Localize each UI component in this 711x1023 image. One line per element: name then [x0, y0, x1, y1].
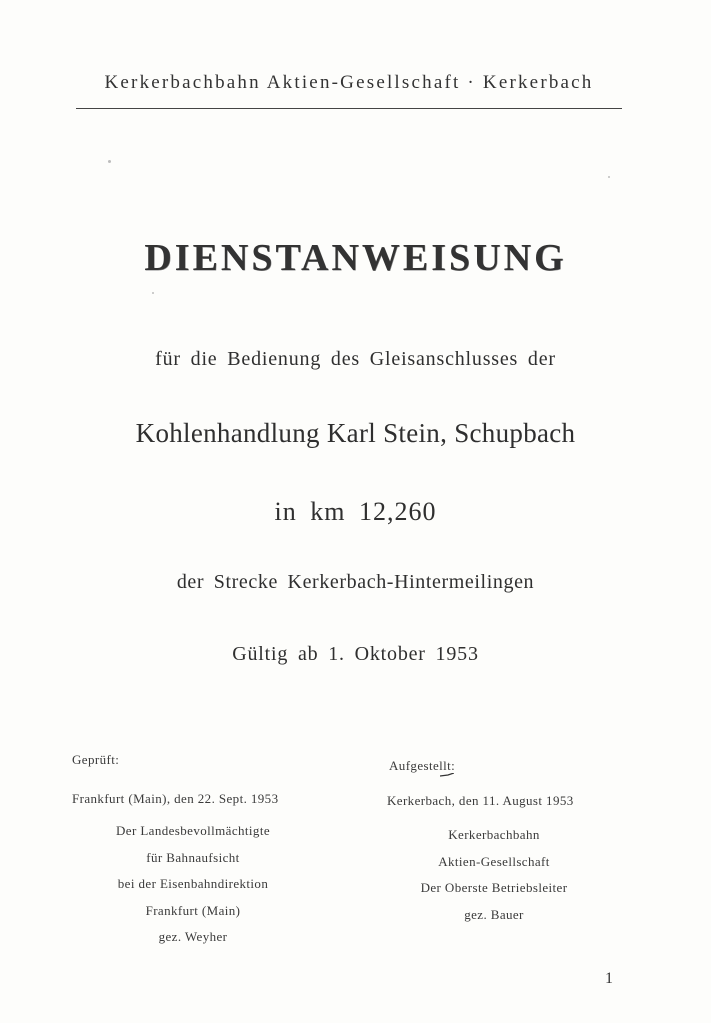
page-number: 1: [605, 970, 613, 987]
approval-line: Der Landesbevollmächtigte: [115, 823, 271, 838]
approval-line: für Bahnaufsicht: [146, 849, 240, 865]
author-signatory: [392, 822, 596, 928]
company-name: Kohlenhandlung Karl Stein, Schupbach: [135, 418, 576, 448]
author-label: Aufgestellt:: [389, 758, 456, 773]
approval-line: bei der Eisenbahndirektion: [117, 876, 269, 891]
author-line: Kerkerbachbahn: [448, 827, 540, 842]
validity-line: Gültig ab 1. Oktober 1953: [232, 643, 479, 665]
author-line: Aktien-Gesellschaft: [438, 853, 550, 869]
paper-speck: [152, 292, 154, 294]
document-title: DIENSTANWEISUNG: [144, 237, 567, 279]
author-line: gez. Bauer: [464, 906, 524, 922]
route-line: der Strecke Kerkerbach-Hintermeilingen: [176, 571, 535, 593]
approval-place-date: Frankfurt (Main), den 22. Sept. 1953: [72, 791, 279, 806]
approval-line: gez. Weyher: [158, 929, 228, 944]
subtitle-line: für die Bedienung des Gleisanschlusses der: [155, 348, 556, 370]
approval-line: Frankfurt (Main): [145, 902, 241, 918]
approval-label: Geprüft:: [72, 752, 120, 767]
paper-speck: [608, 176, 610, 178]
author-line: Der Oberste Betriebsleiter: [420, 880, 568, 895]
paper-speck: [108, 160, 111, 163]
letterhead: Kerkerbachbahn Aktien-Gesellschaft · Kerkerbach: [104, 72, 594, 93]
author-place-date: Kerkerbach, den 11. August 1953: [387, 793, 574, 808]
km-location: in km 12,260: [274, 497, 437, 526]
pen-mark-icon: [440, 773, 454, 777]
